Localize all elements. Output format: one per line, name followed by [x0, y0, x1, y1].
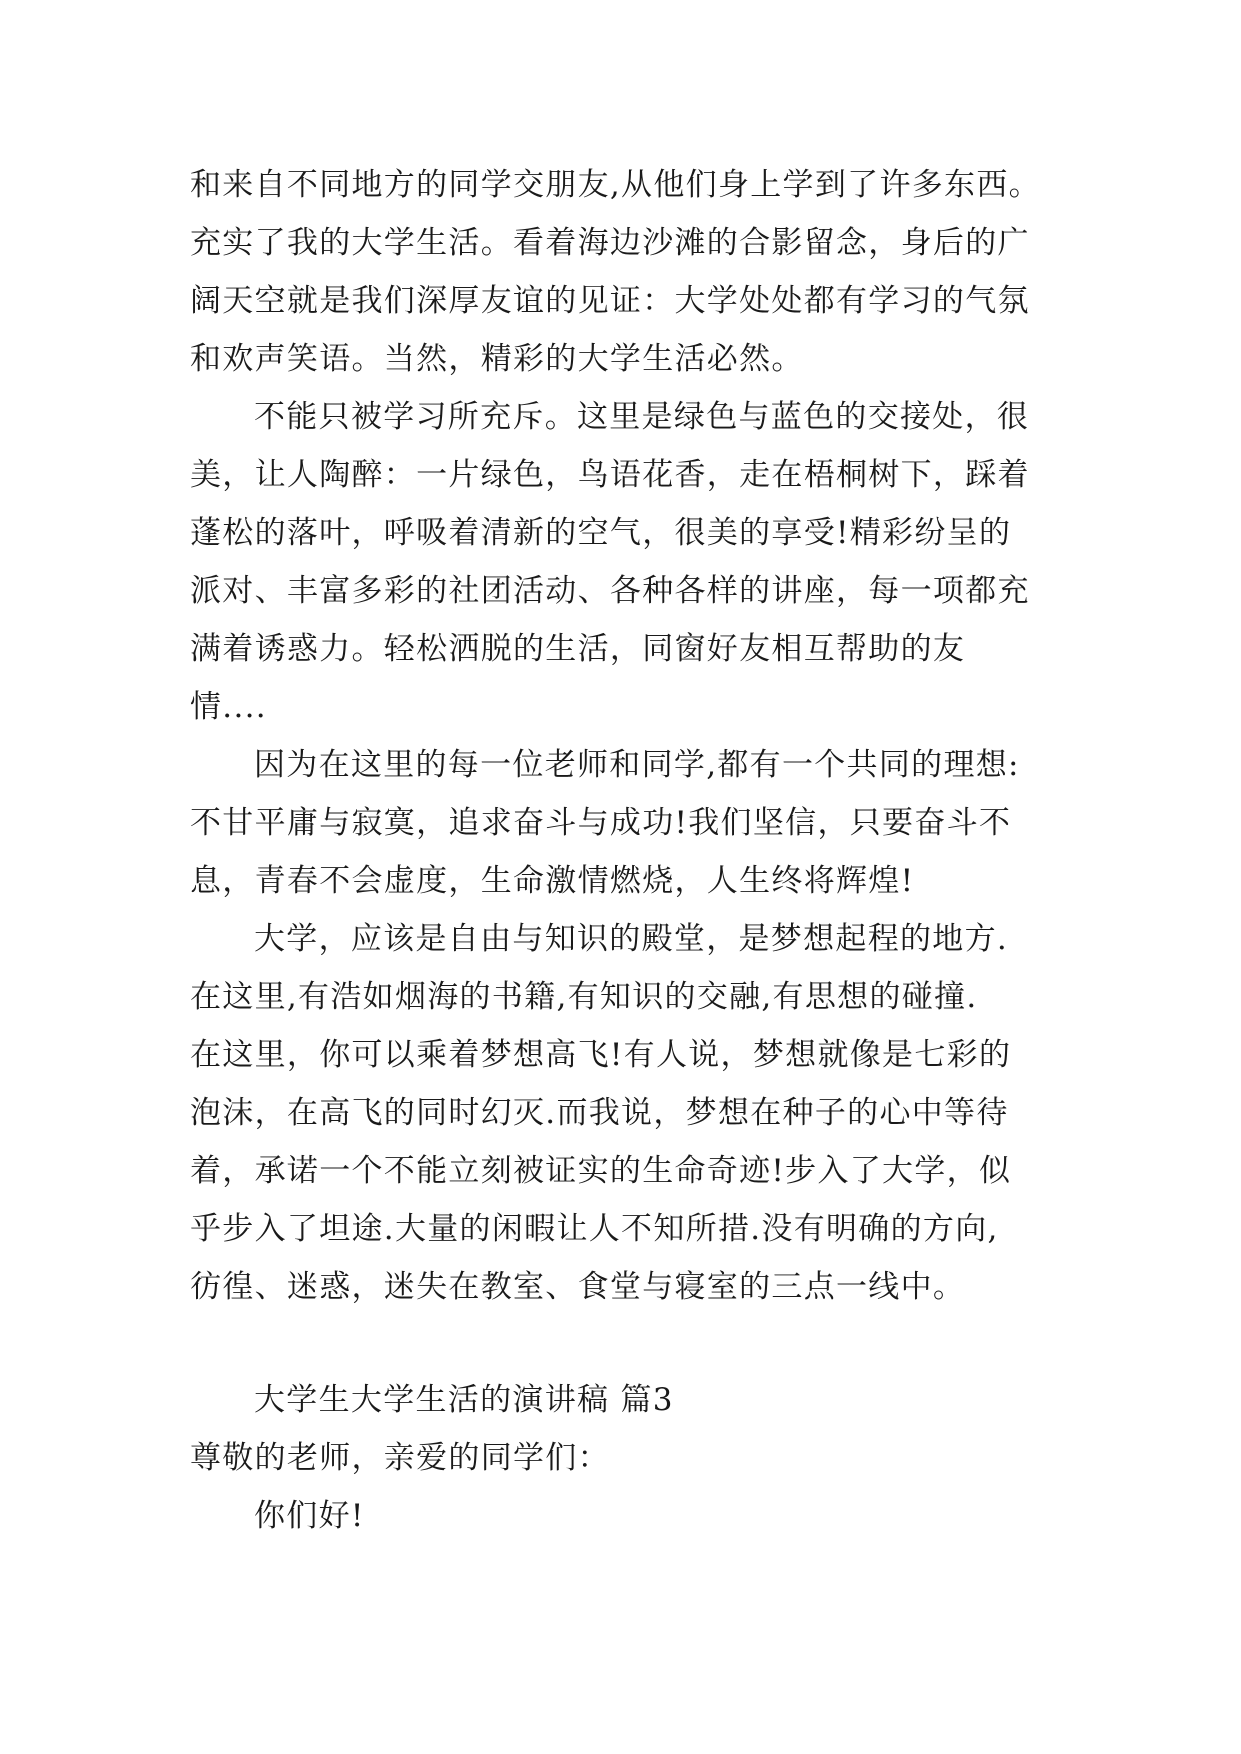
text-line: 派对、丰富多彩的社团活动、各种各样的讲座，每一项都充 — [190, 573, 1030, 609]
text-line: 不能只被学习所充斥。这里是绿色与蓝色的交接处，很 — [254, 399, 1030, 435]
text-line: 和欢声笑语。当然，精彩的大学生活必然。 — [190, 341, 804, 377]
text-line: 充实了我的大学生活。看着海边沙滩的合影留念，身后的广 — [190, 225, 1030, 261]
text-line: 情.... — [190, 689, 267, 725]
text-line: 息，青春不会虚度，生命激情燃烧，人生终将辉煌! — [190, 863, 915, 899]
salutation: 尊敬的老师，亲爱的同学们： — [190, 1440, 610, 1476]
section-title: 大学生大学生活的演讲稿 篇3 — [254, 1382, 674, 1418]
greeting: 你们好! — [254, 1498, 365, 1534]
text-line: 蓬松的落叶，呼吸着清新的空气，很美的享受!精彩纷呈的 — [190, 515, 1012, 551]
text-line: 满着诱惑力。轻松洒脱的生活，同窗好友相互帮助的友 — [190, 631, 966, 667]
section-gap — [190, 1316, 1150, 1371]
text-line: 着，承诺一个不能立刻被证实的生命奇迹!步入了大学，似 — [190, 1153, 1012, 1189]
paragraph-3 — [190, 736, 1150, 910]
text-line: 阔天空就是我们深厚友谊的见证：大学处处都有学习的气氛 — [190, 283, 1030, 319]
text-line: 彷徨、迷惑，迷失在教室、食堂与寝室的三点一线中。 — [190, 1269, 966, 1305]
text-line: 在这里，你可以乘着梦想高飞!有人说，梦想就像是七彩的 — [190, 1037, 1012, 1073]
text-line: 乎步入了坦途.大量的闲暇让人不知所措.没有明确的方向, — [190, 1211, 999, 1247]
paragraph-1 — [190, 156, 1150, 388]
text-line: 大学，应该是自由与知识的殿堂，是梦想起程的地方. — [254, 921, 1009, 957]
text-line: 泡沫，在高飞的同时幻灭.而我说，梦想在种子的心中等待 — [190, 1095, 1009, 1131]
text-line: 在这里,有浩如烟海的书籍,有知识的交融,有思想的碰撞. — [190, 979, 978, 1015]
text-line: 美，让人陶醉：一片绿色，鸟语花香，走在梧桐树下，踩着 — [190, 457, 1030, 493]
paragraph-2 — [190, 388, 1150, 736]
paragraph-4 — [190, 910, 1150, 1316]
text-line: 和来自不同地方的同学交朋友,从他们身上学到了许多东西。 — [190, 167, 1041, 203]
document-body — [190, 156, 1150, 1545]
text-line: 不甘平庸与寂寞，追求奋斗与成功!我们坚信，只要奋斗不 — [190, 805, 1012, 841]
text-line: 因为在这里的每一位老师和同学,都有一个共同的理想: — [254, 747, 1020, 783]
